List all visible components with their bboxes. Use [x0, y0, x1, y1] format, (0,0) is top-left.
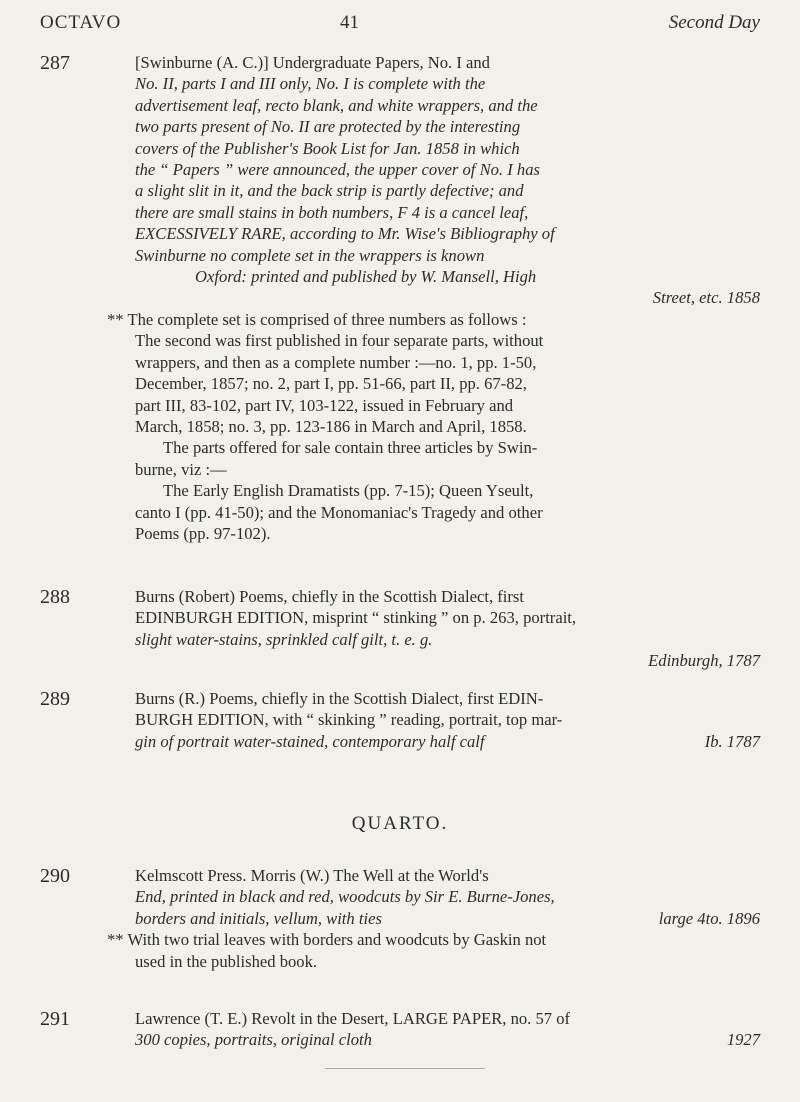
line: Kelmscott Press. Morris (W.) The Well at the World's [135, 866, 489, 885]
header-sale-day: Second Day [668, 12, 760, 33]
note-line: used in the published book. [135, 951, 318, 971]
line: slight water-stains, sprinkled calf gilt, t. e. g. [135, 629, 433, 649]
lot-note [107, 929, 760, 972]
lot-288 [40, 586, 760, 672]
line-text: 300 copies, portraits, original cloth [135, 1030, 372, 1050]
note-line: ** The complete set is comprised of three numbers as follows : [107, 309, 527, 329]
lot-description [135, 865, 760, 929]
line: the “ Papers ” were announced, the upper cover of No. I has [135, 160, 540, 180]
line: covers of the Publisher's Book List for Jan. 1858 in which [135, 138, 520, 158]
line: BURGH EDITION, with “ skinking ” reading, portrait, top mar- [135, 710, 563, 730]
lot-description [135, 1008, 760, 1051]
note-line: wrappers, and then as a complete number :—no. 1, pp. 1-50, [135, 352, 537, 372]
lot-289 [40, 688, 760, 752]
imprint-date: Street, etc. 1858 [652, 288, 760, 308]
note-line: canto I (pp. 41-50); and the Monomaniac's Tragedy and other [135, 502, 543, 522]
lot-291 [40, 1008, 760, 1051]
line: EXCESSIVELY RARE, according to Mr. Wise's Bibliography of [135, 224, 555, 244]
lot-number: 289 [40, 688, 70, 710]
line: advertisement leaf, recto blank, and white wrappers, and the [135, 95, 538, 115]
note-line: The parts offered for sale contain three articles by Swin- [163, 438, 538, 458]
line: Burns (Robert) Poems, chiefly in the Scottish Dialect, first [135, 587, 524, 606]
line: No. II, parts I and III only, No. I is complete with the [135, 74, 486, 94]
line: Swinburne no complete set in the wrappers is known [135, 245, 485, 265]
line: Lawrence (T. E.) Revolt in the Desert, LARGE PAPER, no. 57 of [135, 1009, 571, 1028]
lot-number: 290 [40, 865, 70, 887]
lot-290 [40, 865, 760, 972]
line: there are small stains in both numbers, F 4 is a cancel leaf, [135, 202, 529, 222]
lot-note [107, 309, 760, 544]
end-rule [325, 1068, 485, 1069]
imprint-date: 1927 [726, 1030, 760, 1050]
imprint-date: Edinburgh, 1787 [648, 651, 760, 671]
note-line: burne, viz :— [135, 459, 227, 479]
imprint-date: large 4to. 1896 [658, 908, 760, 928]
lot-description [135, 52, 760, 309]
lot-number: 288 [40, 586, 70, 608]
imprint-line: Oxford: printed and published by W. Mansell, High [195, 267, 537, 287]
lot-description [135, 688, 760, 752]
page-header [40, 12, 760, 40]
note-line: ** With two trial leaves with borders and woodcuts by Gaskin not [107, 930, 547, 950]
lot-description [135, 586, 760, 672]
line-text: gin of portrait water-stained, contemporary half calf [135, 731, 485, 751]
line-text: borders and initials, vellum, with ties [135, 908, 382, 928]
line: [Swinburne (A. C.)] Undergraduate Papers, No. I and [135, 53, 490, 72]
note-line: The Early English Dramatists (pp. 7-15); Queen Yseult, [163, 481, 534, 501]
section-title-quarto: QUARTO. [351, 813, 449, 834]
lot-number: 287 [40, 52, 70, 74]
line: Burns (R.) Poems, chiefly in the Scottish Dialect, first EDIN- [135, 689, 544, 708]
line: two parts present of No. II are protected by the interesting [135, 117, 521, 137]
page-number: 41 [340, 12, 359, 33]
lot-287 [40, 52, 760, 544]
line [135, 1029, 760, 1050]
lot-number: 291 [40, 1008, 70, 1030]
line: a slight slit in it, and the back strip is partly defective; and [135, 181, 524, 201]
line: EDINBURGH EDITION, misprint “ stinking ” on p. 263, portrait, [135, 608, 577, 628]
header-section: OCTAVO [40, 12, 122, 33]
note-line: The second was first published in four separate parts, without [135, 331, 544, 351]
line [135, 908, 760, 929]
note-line: part III, 83-102, part IV, 103-122, issued in February and [135, 395, 514, 415]
line: End, printed in black and red, woodcuts by Sir E. Burne-Jones, [135, 887, 555, 907]
note-line: March, 1858; no. 3, pp. 123-186 in March and April, 1858. [135, 416, 527, 436]
imprint-date: Ib. 1787 [704, 731, 760, 751]
line [135, 731, 760, 752]
note-line: Poems (pp. 97-102). [135, 523, 271, 543]
note-line: December, 1857; no. 2, part I, pp. 51-66, part II, pp. 67-82, [135, 374, 527, 394]
